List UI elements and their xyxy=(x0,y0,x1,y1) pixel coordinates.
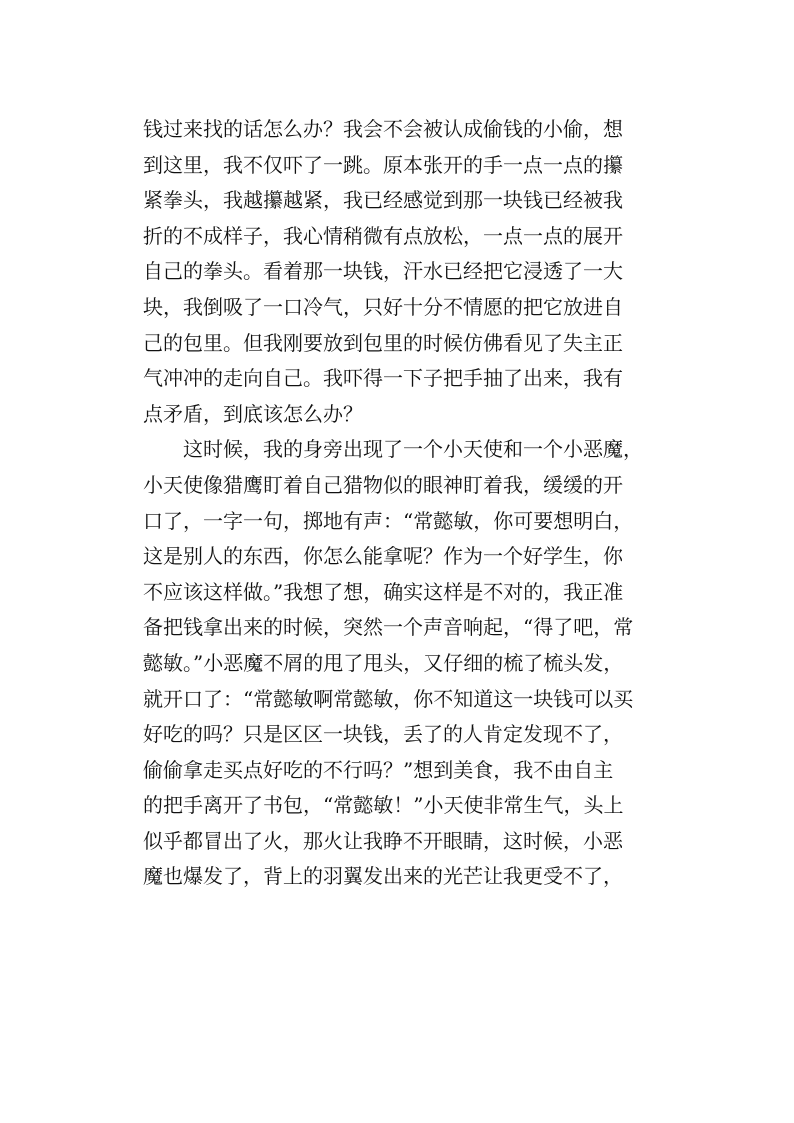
text-line: 自己的拳头。看着那一块钱，汗水已经把它浸透了一大 xyxy=(143,259,623,284)
text-line: 点矛盾，到底该怎么办？ xyxy=(143,401,363,426)
text-line: 块，我倒吸了一口冷气，只好十分不情愿的把它放进自 xyxy=(143,294,623,319)
text-line: 气冲冲的走向自己。我吓得一下子把手抽了出来，我有 xyxy=(143,366,623,391)
text-line: 这是别人的东西，你怎么能拿呢？作为一个好学生，你 xyxy=(143,544,623,569)
body-text xyxy=(143,112,663,895)
text-line: 就开口了：“常懿敏啊常懿敏，你不知道这一块钱可以买 xyxy=(143,686,634,711)
text-line: 己的包里。但我刚要放到包里的时候仿佛看见了失主正 xyxy=(143,330,623,355)
text-line: 紧拳头，我越攥越紧，我已经感觉到那一块钱已经被我 xyxy=(143,188,623,213)
text-line: 这时候，我的身旁出现了一个小天使和一个小恶魔， xyxy=(143,437,643,462)
text-line: 似乎都冒出了火，那火让我睁不开眼睛，这时候，小恶 xyxy=(143,828,623,853)
text-line: 好吃的吗？只是区区一块钱，丢了的人肯定发现不了， xyxy=(143,722,623,747)
text-line: 不应该这样做。”我想了想，确实这样是不对的，我正准 xyxy=(143,579,624,604)
text-line: 懿敏。”小恶魔不屑的甩了甩头，又仔细的梳了梳头发， xyxy=(143,650,624,675)
text-line: 折的不成样子，我心情稍微有点放松，一点一点的展开 xyxy=(143,223,623,248)
text-line: 到这里，我不仅吓了一跳。原本张开的手一点一点的攥 xyxy=(143,152,623,177)
text-line: 偷偷拿走买点好吃的不行吗？”想到美食，我不由自主 xyxy=(143,757,614,782)
text-line: 备把钱拿出来的时候，突然一个声音响起，“得了吧，常 xyxy=(143,615,634,640)
text-line: 钱过来找的话怎么办？我会不会被认成偷钱的小偷，想 xyxy=(143,117,623,141)
text-line: 魔也爆发了，背上的羽翼发出来的光芒让我更受不了， xyxy=(143,864,623,889)
text-line: 的把手离开了书包，“常懿敏！”小天使非常生气，头上 xyxy=(143,793,624,818)
text-line: 口了，一字一句，掷地有声：“常懿敏，你可要想明白， xyxy=(143,508,634,533)
text-line: 小天使像猎鹰盯着自己猎物似的眼神盯着我，缓缓的开 xyxy=(143,472,623,497)
